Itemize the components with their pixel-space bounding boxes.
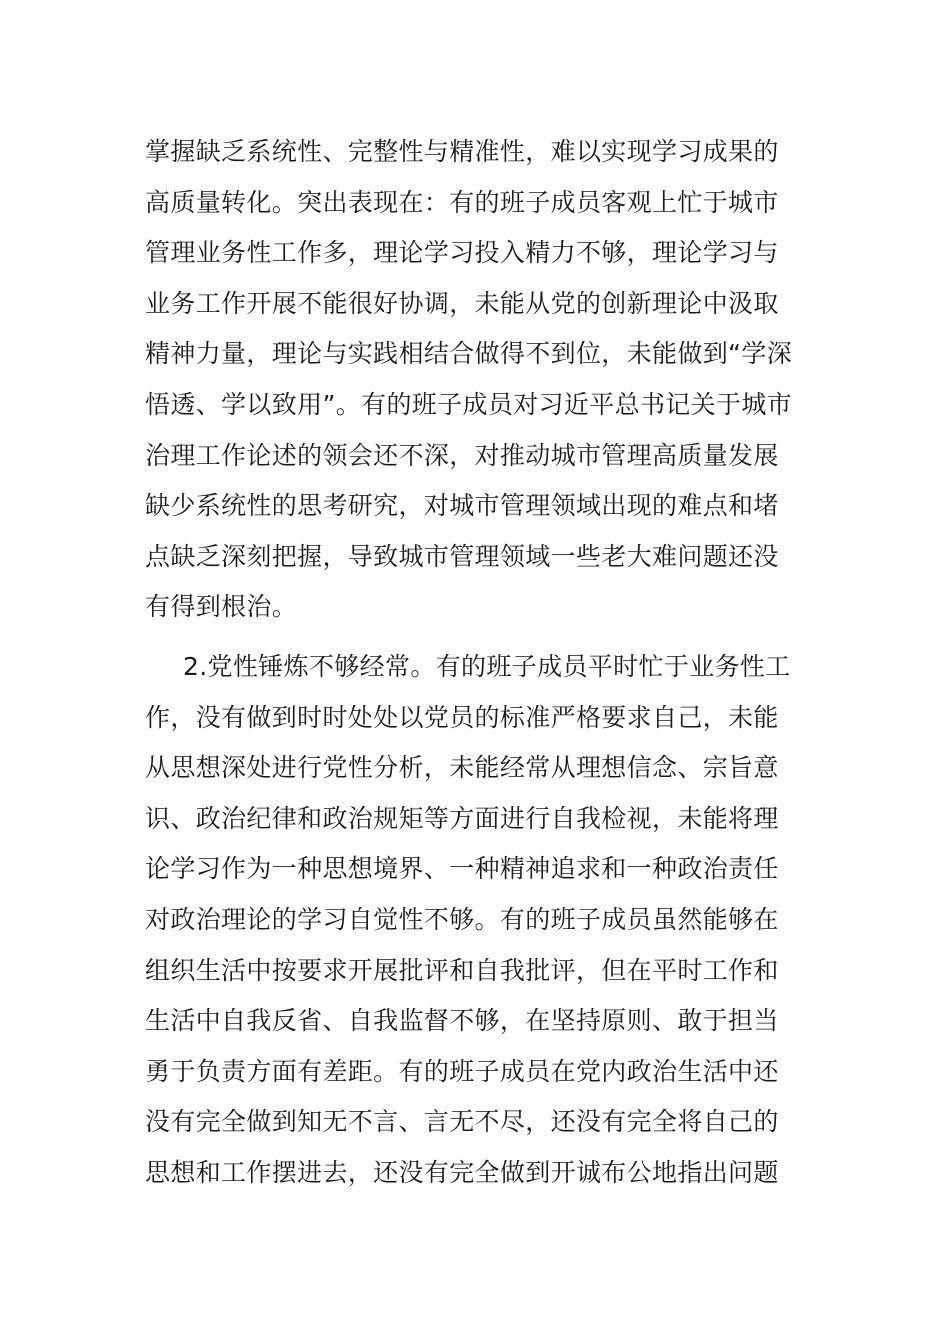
paragraph-line: 论学习作为一种思想境界、一种精神追求和一种政治责任 bbox=[145, 854, 779, 884]
paragraph-line: 点缺乏深刻把握，导致城市管理领域一些老大难问题还没 bbox=[145, 541, 779, 571]
paragraph-line: 业务工作开展不能很好协调，未能从党的创新理论中汲取 bbox=[145, 288, 779, 318]
paragraph-line: 有得到根治。 bbox=[145, 592, 298, 622]
paragraph-line: 对政治理论的学习自觉性不够。有的班子成员虽然能够在 bbox=[145, 904, 779, 934]
paragraph-line: 生活中自我反省、自我监督不够，在坚持原则、敢于担当 bbox=[145, 1006, 779, 1036]
paragraph-heading-line: 2.党性锤炼不够经常。有的班子成员平时忙于业务性工 bbox=[183, 651, 791, 681]
paragraph-line: 悟透、学以致用”。有的班子成员对习近平总书记关于城市 bbox=[145, 389, 793, 419]
paragraph-line: 管理业务性工作多，理论学习投入精力不够，理论学习与 bbox=[145, 238, 779, 268]
paragraph-2 bbox=[145, 642, 807, 1199]
paragraph-line: 没有完全做到知无不言、言无不尽，还没有完全将自己的 bbox=[145, 1107, 779, 1137]
paragraph-line: 组织生活中按要求开展批评和自我批评，但在平时工作和 bbox=[145, 955, 779, 985]
paragraph-spacer bbox=[145, 633, 807, 642]
paragraph-line: 识、政治纪律和政治规矩等方面进行自我检视，未能将理 bbox=[145, 803, 779, 833]
paragraph-line: 作，没有做到时时处处以党员的标准严格要求自己，未能 bbox=[145, 702, 779, 732]
paragraph-line: 思想和工作摆进去，还没有完全做到开诚布公地指出问题 bbox=[145, 1157, 779, 1187]
paragraph-line: 勇于负责方面有差距。有的班子成员在党内政治生活中还 bbox=[145, 1056, 779, 1086]
paragraph-line: 精神力量，理论与实践相结合做得不到位，未能做到“学深 bbox=[145, 339, 793, 369]
document-body bbox=[145, 127, 807, 1198]
paragraph-line: 治理工作论述的领会还不深，对推动城市管理高质量发展 bbox=[145, 440, 779, 470]
paragraph-line: 从思想深处进行党性分析，未能经常从理想信念、宗旨意 bbox=[145, 753, 779, 783]
paragraph-1 bbox=[145, 127, 807, 633]
paragraph-line: 缺少系统性的思考研究，对城市管理领域出现的难点和堵 bbox=[145, 491, 779, 521]
paragraph-line: 掌握缺乏系统性、完整性与精准性，难以实现学习成果的 bbox=[145, 137, 779, 166]
paragraph-line: 高质量转化。突出表现在：有的班子成员客观上忙于城市 bbox=[145, 187, 779, 217]
